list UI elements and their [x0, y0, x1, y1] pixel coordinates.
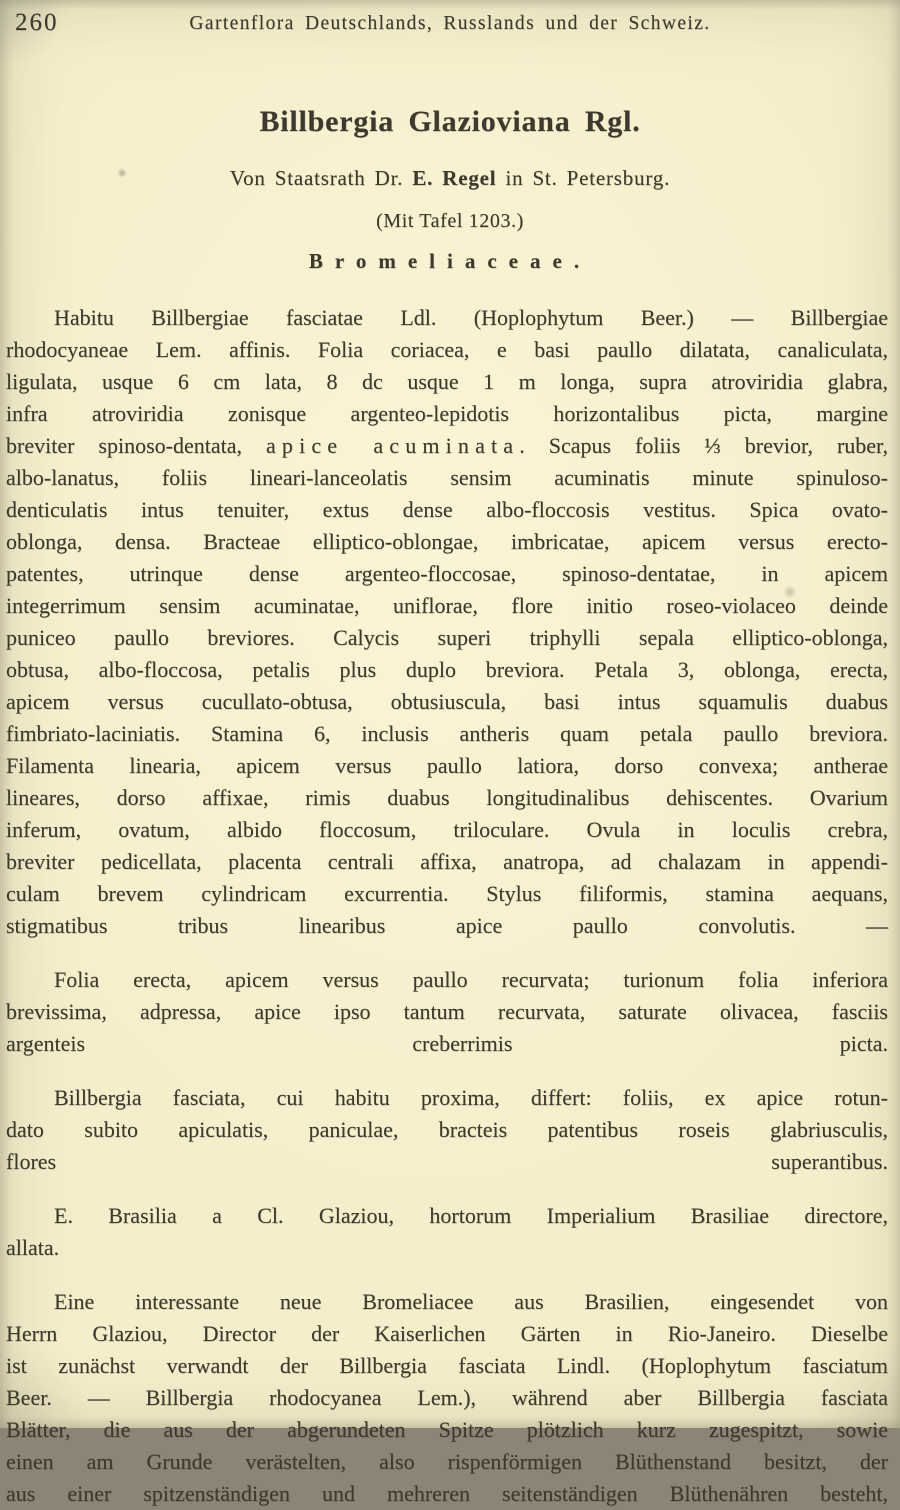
text-line: Blätter, die aus der abgerundeten Spitze plötzlich kurz zugespitzt, sowie: [6, 1417, 888, 1442]
text-line: [6, 430, 888, 462]
text-line: ist zunächst verwandt der Billbergia fasciata Lindl. (Hoplophytum fasciatum: [6, 1353, 888, 1378]
text-line: oblonga, densa. Bracteae elliptico-oblongae, imbricatae, apicem versus erecto-: [6, 529, 888, 554]
text-line: albo-lanatus, foliis lineari-lanceolatis sensim acuminatis minute spinuloso-: [6, 465, 888, 490]
text-line: fimbriato-laciniatis. Stamina 6, inclusis antheris quam petala paullo breviora.: [6, 721, 888, 746]
author-name: E. Regel: [412, 166, 497, 190]
text-line: aus einer spitzenständigen und mehreren seitenständigen Blüthenähren besteht,: [6, 1481, 888, 1506]
byline-post: in St. Petersburg.: [496, 166, 671, 190]
text-line: patentes, utrinque dense argenteo-floccosae, spinoso-dentatae, in apicem: [6, 561, 888, 586]
running-header-title: Gartenflora Deutschlands, Russlands und der Schweiz.: [189, 13, 711, 34]
text-line: breviter pedicellata, placenta centrali affixa, anatropa, ad chalazam in appendi-: [6, 849, 888, 874]
text-line: apicem versus cucullato-obtusa, obtusiuscula, basi intus squamulis duabus: [6, 689, 888, 714]
text-line: Habitu Billbergiae fasciatae Ldl. (Hoplophytum Beer.) — Billbergiae: [54, 305, 888, 330]
text-line: brevissima, adpressa, apice ipso tantum recurvata, saturate olivacea, fasciis: [6, 999, 888, 1024]
page-number: 260: [15, 9, 59, 36]
family-heading: Bromeliaceae.: [308, 249, 592, 273]
text-line: Folia erecta, apicem versus paullo recurvata; turionum folia inferiora: [54, 967, 888, 992]
text-line: stigmatibus tribus linearibus apice paullo convolutis. —: [6, 913, 888, 938]
article-title: Billbergia Glazioviana Rgl.: [259, 105, 641, 138]
text-line: inferum, ovatum, albido floccosum, triloculare. Ovula in loculis crebra,: [6, 817, 888, 842]
text-line: integerrimum sensim acuminatae, uniflorae, flore initio roseo-violaceo deinde: [6, 593, 888, 618]
text-line: E. Brasilia a Cl. Glaziou, hortorum Imperialium Brasiliae directore,: [54, 1203, 888, 1228]
text-line: Billbergia fasciata, cui habitu proxima, differt: foliis, ex apice rotun-: [54, 1085, 888, 1110]
text-line: argenteis creberrimis picta.: [6, 1031, 888, 1056]
letterspaced-segment: apice acuminata: [266, 433, 520, 458]
text-line: einen am Grunde verästelten, also rispenförmigen Blüthenstand besitzt, der: [6, 1449, 888, 1474]
text-line: Eine interessante neue Bromeliacee aus Brasilien, eingesendet von: [54, 1289, 888, 1314]
running-header: [0, 0, 900, 43]
text-line: lineares, dorso affixae, rimis duabus longitudinalibus dehiscentes. Ovarium: [6, 785, 888, 810]
text-line: ligulata, usque 6 cm lata, 8 dc usque 1 m longa, supra atroviridia glabra,: [6, 369, 888, 394]
text-line: flores superantibus.: [6, 1149, 888, 1174]
text-line: culam brevem cylindricam excurrentia. Stylus filiformis, stamina aequans,: [6, 881, 888, 906]
text-line: infra atroviridia zonisque argenteo-lepidotis horizontalibus picta, margine: [6, 401, 888, 426]
text-line: Filamenta linearia, apicem versus paullo latiora, dorso convexa; antherae: [6, 753, 888, 778]
plate-note: (Mit Tafel 1203.): [376, 210, 524, 232]
text-line: rhodocyaneae Lem. affinis. Folia coriacea, e basi paullo dilatata, canaliculata,: [6, 337, 888, 362]
text-line: allata.: [6, 1235, 60, 1260]
text-segment: . Scapus foliis ⅓ brevior, ruber,: [519, 433, 888, 458]
text-line: puniceo paullo breviores. Calycis superi triphylli sepala elliptico-oblonga,: [6, 625, 888, 650]
text-line: obtusa, albo-floccosa, petalis plus duplo breviora. Petala 3, oblonga, erecta,: [6, 657, 888, 682]
text-line: denticulatis intus tenuiter, extus dense albo-floccosis vestitus. Spica ovato-: [6, 497, 888, 522]
text-line: Beer. — Billbergia rhodocyanea Lem.), während aber Billbergia fasciata: [6, 1385, 888, 1410]
text-segment: breviter spinoso-dentata,: [6, 433, 266, 458]
text-line: Herrn Glaziou, Director der Kaiserlichen Gärten in Rio-Janeiro. Dieselbe: [6, 1321, 888, 1346]
byline-pre: Von Staatsrath Dr.: [229, 166, 413, 190]
text-line: dato subito apiculatis, paniculae, bracteis patentibus roseis glabriusculis,: [6, 1117, 888, 1142]
article-body: [6, 302, 888, 1510]
byline: [0, 166, 900, 191]
